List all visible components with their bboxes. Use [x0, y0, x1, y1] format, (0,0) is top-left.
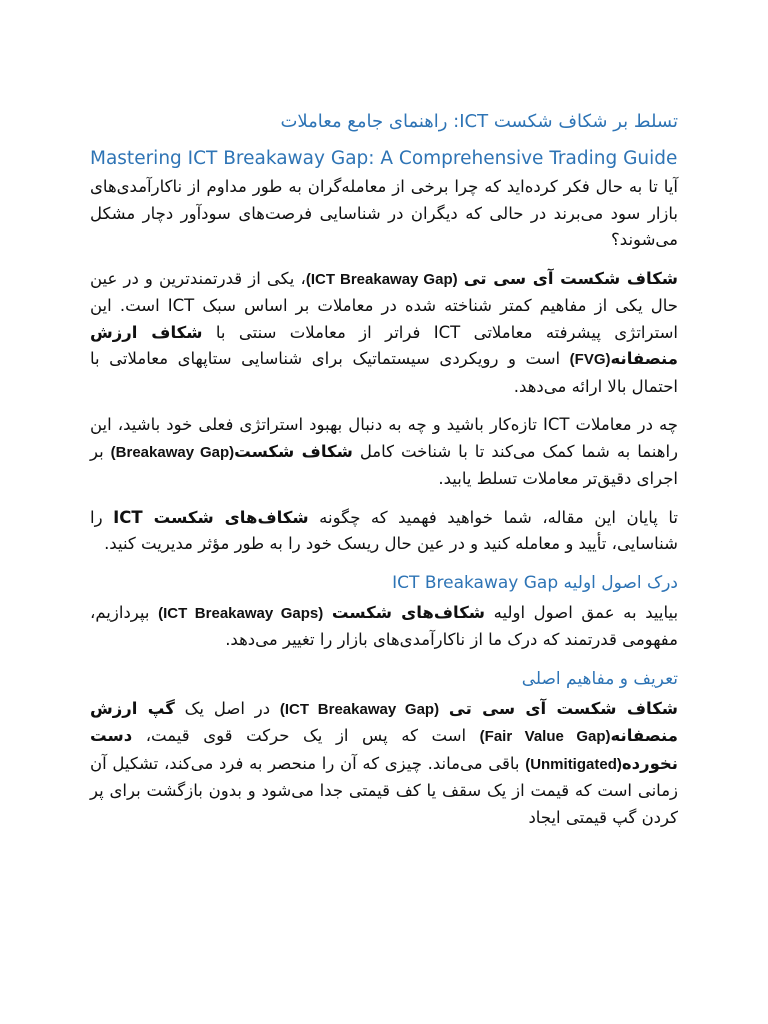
paragraph-guide-purpose: [90, 412, 678, 493]
english-term: (Breakaway Gap): [110, 443, 235, 461]
text-run: در اصل یک: [184, 698, 271, 718]
paragraph-definition: [90, 696, 678, 832]
bold-term: شکاف شکست آی سی تی: [448, 698, 679, 718]
title-persian: تسلط بر شکاف شکست ICT: راهنمای جامع معاملات: [280, 111, 678, 132]
english-term: (Unmitigated): [525, 755, 622, 773]
paragraph-basics: [90, 600, 678, 654]
bold-term: شکاف شکست آی سی تی: [463, 268, 679, 288]
english-term: (ICT Breakaway Gap): [279, 700, 440, 718]
heading-basics: درک اصول اولیه ICT Breakaway Gap: [392, 572, 678, 593]
title-english: Mastering ICT Breakaway Gap: A Comprehensive Trading Guide: [90, 148, 678, 169]
bold-term: گپ ارزش منصفانه: [90, 698, 678, 745]
english-term: (ICT Breakaway Gaps): [158, 604, 324, 622]
text-run: بیایید به عمق اصول اولیه: [493, 602, 679, 622]
text-run: ، یکی از قدرتمندترین و در عین حال یکی از مفاهیم کمتر شناخته شده در معاملات بر اساس سبک ICT است. این استراتژی پیشرفته معاملاتی ICT فراتر از معاملات سنتی با: [90, 268, 678, 342]
bold-term: شکاف‌های شکست: [331, 602, 486, 622]
text-run: چه در معاملات ICT تازه‌کار باشید و چه به دنبال بهبود استراتژی فعلی خود باشید، این راهنما به شما کمک می‌کند تا با شناخت کامل: [90, 415, 679, 461]
text-run: تا پایان این مقاله، شما خواهید فهمید که چگونه: [319, 507, 678, 527]
paragraph-breakaway-definition: [90, 266, 678, 401]
paragraph-article-outcome: [90, 505, 678, 558]
intro-paragraph: آیا تا به حال فکر کرده‌اید که چرا برخی از معامله‌گران به طور مداوم از ناکارآمدی‌های بازار سود می‌برند در حالی که دیگران در شناسایی فرصت‌های سودآور دچار مشکل می‌شوند؟: [90, 177, 678, 249]
text-run: بر اجرای دقیق‌تر معاملات تسلط یابید.: [90, 441, 678, 488]
text-run: باقی می‌ماند. چیزی که آن را منحصر به فرد می‌کند، تشکیل آن زمانی است که قیمت از یک سقف یا کف قیمتی جدا می‌شود و بدون بازگشت برای پر کردن گپ قیمتی ایجاد: [90, 753, 678, 827]
text-run: را شناسایی، تأیید و معامله کنید و در عین حال ریسک خود را به طور مؤثر مدیریت کنید.: [90, 507, 678, 553]
bold-term: شکاف‌های شکست ICT: [113, 507, 309, 527]
english-term: (ICT Breakaway Gap): [305, 270, 458, 288]
bold-term: شکاف ارزش منصفانه: [90, 322, 678, 368]
text-run: است و رویکردی سیستماتیک برای شناسایی ستاپهای معاملاتی با احتمال بالا ارائه می‌دهد.: [90, 349, 678, 396]
text-run: است که پس از یک حرکت قوی قیمت،: [145, 726, 467, 745]
bold-term: دست نخورده: [90, 726, 678, 773]
english-term: (FVG): [569, 351, 611, 368]
text-run: بپردازیم، مفهومی قدرتمند که درک ما از ناکارآمدی‌های بازار را تغییر می‌دهد.: [90, 602, 678, 649]
bold-term: شکاف شکست: [234, 441, 353, 461]
english-term: (Fair Value Gap): [479, 728, 611, 745]
heading-definitions: تعریف و مفاهیم اصلی: [521, 668, 678, 689]
